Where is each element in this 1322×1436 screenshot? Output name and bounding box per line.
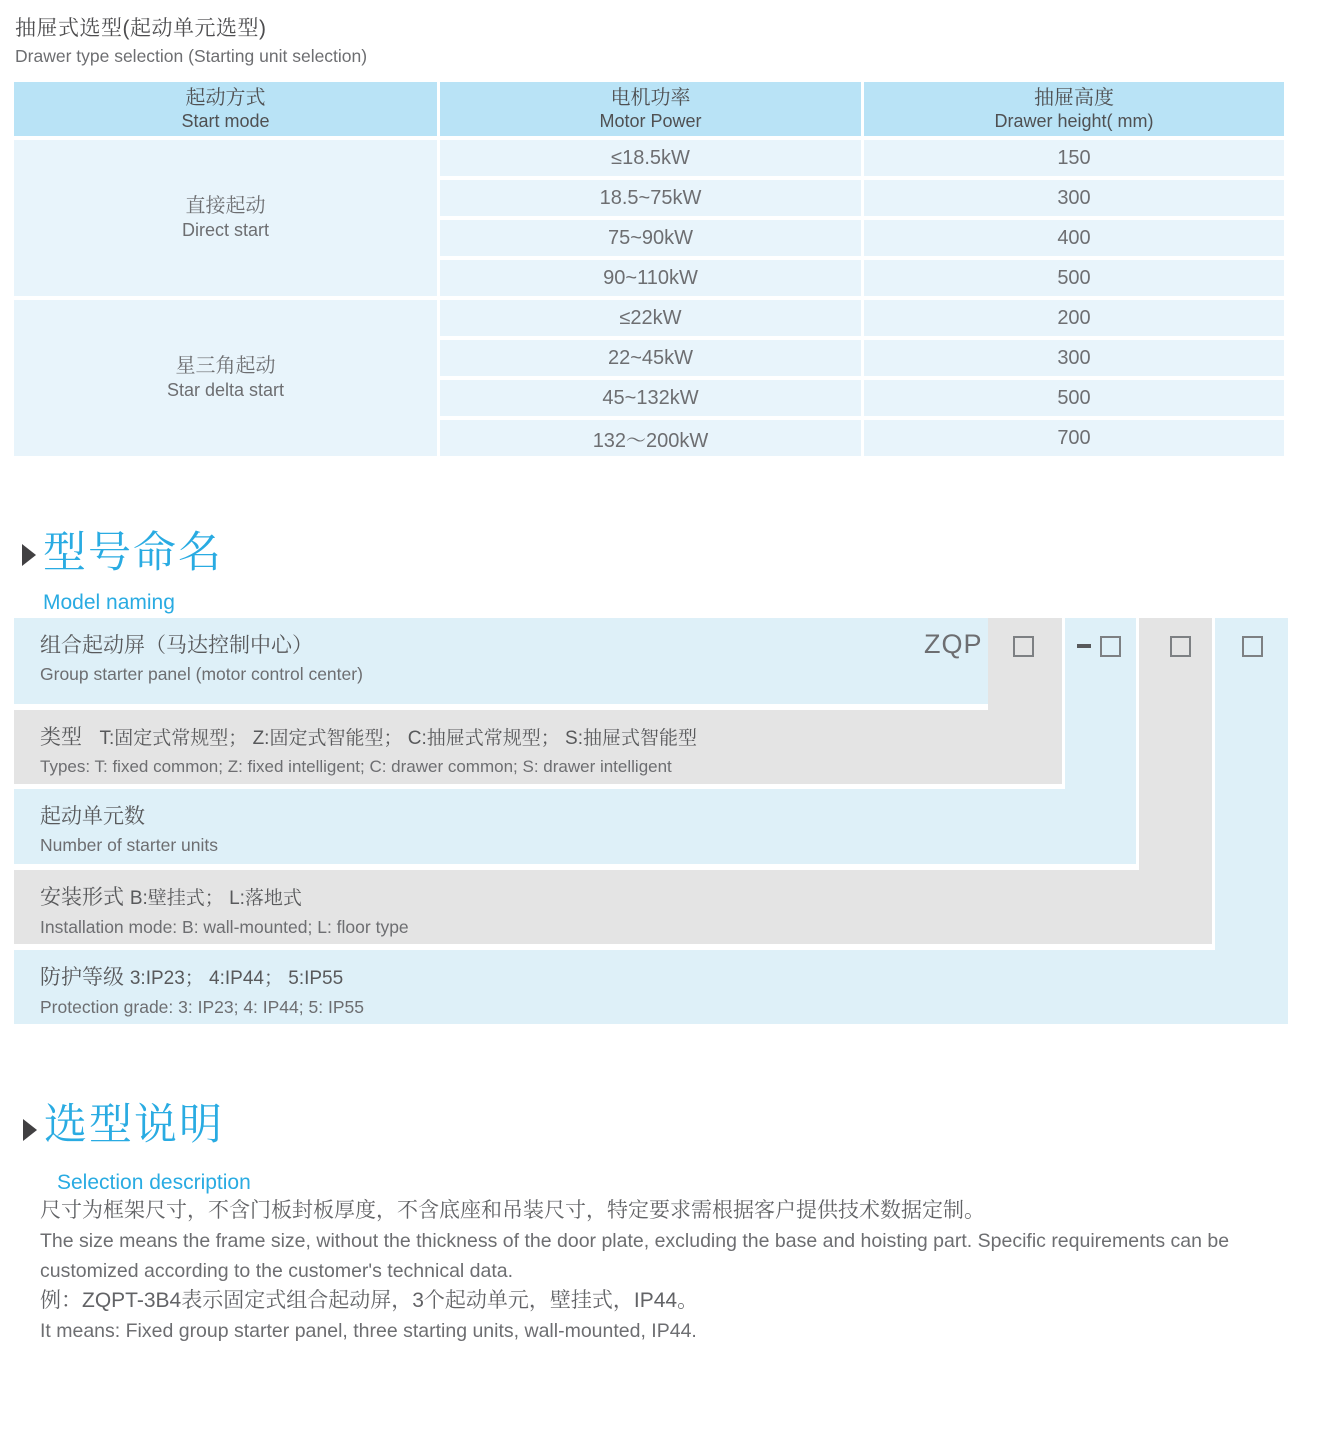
model-code-box-installation bbox=[1170, 636, 1191, 657]
model-code-box-units bbox=[1100, 636, 1121, 657]
power-cell bbox=[440, 380, 861, 416]
power-value: 45~132kW bbox=[602, 386, 699, 409]
height-value: 300 bbox=[1057, 346, 1091, 369]
power-cell bbox=[440, 420, 861, 456]
height-value: 500 bbox=[1057, 266, 1091, 289]
model-naming-title-en: Model naming bbox=[43, 591, 175, 614]
band-desc-cn: 3:IP23； 4:IP44； 5:IP55 bbox=[129, 968, 344, 989]
height-cell bbox=[864, 260, 1284, 296]
description-p1-cn: 尺寸为框架尺寸，不含门板封板厚度，不含底座和吊装尺寸，特定要求需根据客户提供技术数据定制。 bbox=[40, 1199, 985, 1222]
naming-band-protection bbox=[14, 950, 1288, 1024]
naming-band-group-starter bbox=[14, 618, 988, 704]
band-label-en: Installation mode: B: wall-mounted; L: floor type bbox=[40, 917, 409, 937]
section-bullet-icon bbox=[23, 1119, 37, 1141]
power-value: 75~90kW bbox=[607, 226, 694, 249]
band-label-en: Types: T: fixed common; Z: fixed intelligent; C: drawer common; S: drawer intelligent bbox=[40, 757, 672, 776]
height-cell bbox=[864, 220, 1284, 256]
model-code-box-protection bbox=[1242, 636, 1263, 657]
table-header-drawer-height bbox=[864, 82, 1284, 136]
band-desc-cn: T:固定式常规型； Z:固定式智能型； C:抽屉式常规型； S:抽屉式智能型 bbox=[99, 728, 697, 749]
height-value: 200 bbox=[1057, 306, 1091, 329]
model-code-box-type bbox=[1013, 636, 1034, 657]
naming-band-units bbox=[14, 789, 1136, 864]
band-label-cn: 防护等级 3:IP23； 4:IP44； 5:IP55 bbox=[40, 966, 344, 989]
power-value: 132～200kW bbox=[592, 429, 709, 452]
start-mode-cn: 星三角起动 bbox=[175, 355, 276, 377]
height-cell bbox=[864, 180, 1284, 216]
height-value: 500 bbox=[1057, 386, 1091, 409]
naming-band-type bbox=[14, 710, 1062, 784]
power-value: 22~45kW bbox=[607, 346, 694, 369]
page-title-cn: 抽屉式选型(起动单元选型) bbox=[15, 17, 267, 40]
band-label-en: Number of starter units bbox=[40, 835, 218, 855]
column-header-cn: 抽屉高度 bbox=[1034, 87, 1114, 109]
power-cell bbox=[440, 140, 861, 176]
naming-band-installation bbox=[14, 870, 1212, 944]
column-header-cn: 起动方式 bbox=[185, 87, 266, 109]
start-mode-cn: 直接起动 bbox=[185, 195, 266, 217]
model-code-prefix: ZQP bbox=[924, 629, 983, 659]
power-value: ≤22kW bbox=[619, 306, 682, 329]
height-value: 700 bbox=[1057, 426, 1091, 449]
power-value: ≤18.5kW bbox=[611, 146, 690, 169]
band-label-en: Group starter panel (motor control center) bbox=[40, 664, 363, 684]
table-header-motor-power bbox=[440, 82, 861, 136]
column-header-en: Drawer height( mm) bbox=[994, 111, 1154, 131]
column-header-en: Start mode bbox=[181, 111, 270, 131]
band-label-cn: 组合起动屏（马达控制中心） bbox=[40, 634, 313, 657]
height-value: 150 bbox=[1057, 146, 1091, 169]
start-mode-en: Star delta start bbox=[166, 380, 285, 400]
band-desc-cn: B:壁挂式； L:落地式 bbox=[129, 888, 302, 909]
power-value: 18.5~75kW bbox=[599, 186, 702, 209]
band-label-cn: 起动单元数 bbox=[40, 805, 145, 828]
power-cell bbox=[440, 180, 861, 216]
selection-description-title-cn: 选型说明 bbox=[44, 1101, 224, 1149]
height-cell bbox=[864, 340, 1284, 376]
height-cell bbox=[864, 300, 1284, 336]
height-cell bbox=[864, 380, 1284, 416]
description-p2-en: It means: Fixed group starter panel, three starting units, wall-mounted, IP44. bbox=[40, 1320, 697, 1342]
height-cell bbox=[864, 140, 1284, 176]
power-cell bbox=[440, 340, 861, 376]
band-label-cn: 类型 T:固定式常规型； Z:固定式智能型； C:抽屉式常规型； S:抽屉式智能型 bbox=[40, 726, 697, 749]
column-header-cn: 电机功率 bbox=[610, 87, 691, 109]
description-p1-en: The size means the frame size, without the thickness of the door plate, excluding the base and hoisting part. Specific requirements can be customized according to the customer's technical data. bbox=[40, 1230, 1230, 1282]
band-label-cn: 安装形式 B:壁挂式； L:落地式 bbox=[40, 886, 302, 909]
selection-description-text bbox=[40, 1196, 1288, 1346]
height-cell bbox=[864, 420, 1284, 456]
selection-description-title-en: Selection description bbox=[57, 1171, 251, 1194]
start-mode-en: Direct start bbox=[181, 220, 269, 240]
description-p2-cn: 例：ZQPT-3B4表示固定式组合起动屏，3个起动单元，壁挂式，IP44。 bbox=[40, 1289, 699, 1312]
band-label-en: Protection grade: 3: IP23; 4: IP44; 5: IP55 bbox=[40, 997, 364, 1017]
start-mode-cell-direct bbox=[14, 140, 437, 296]
power-value: 90~110kW bbox=[603, 266, 698, 289]
page-title-en: Drawer type selection (Starting unit selection) bbox=[15, 46, 368, 66]
power-cell bbox=[440, 300, 861, 336]
start-mode-cell-star-delta bbox=[14, 300, 437, 456]
section-bullet-icon bbox=[22, 544, 36, 566]
table-header-start-mode bbox=[14, 82, 437, 136]
model-naming-title-cn: 型号命名 bbox=[43, 529, 223, 577]
column-header-en: Motor Power bbox=[599, 111, 702, 131]
height-value: 300 bbox=[1057, 186, 1091, 209]
model-code-dash bbox=[1077, 644, 1091, 648]
power-cell bbox=[440, 260, 861, 296]
power-cell bbox=[440, 220, 861, 256]
height-value: 400 bbox=[1057, 226, 1091, 249]
